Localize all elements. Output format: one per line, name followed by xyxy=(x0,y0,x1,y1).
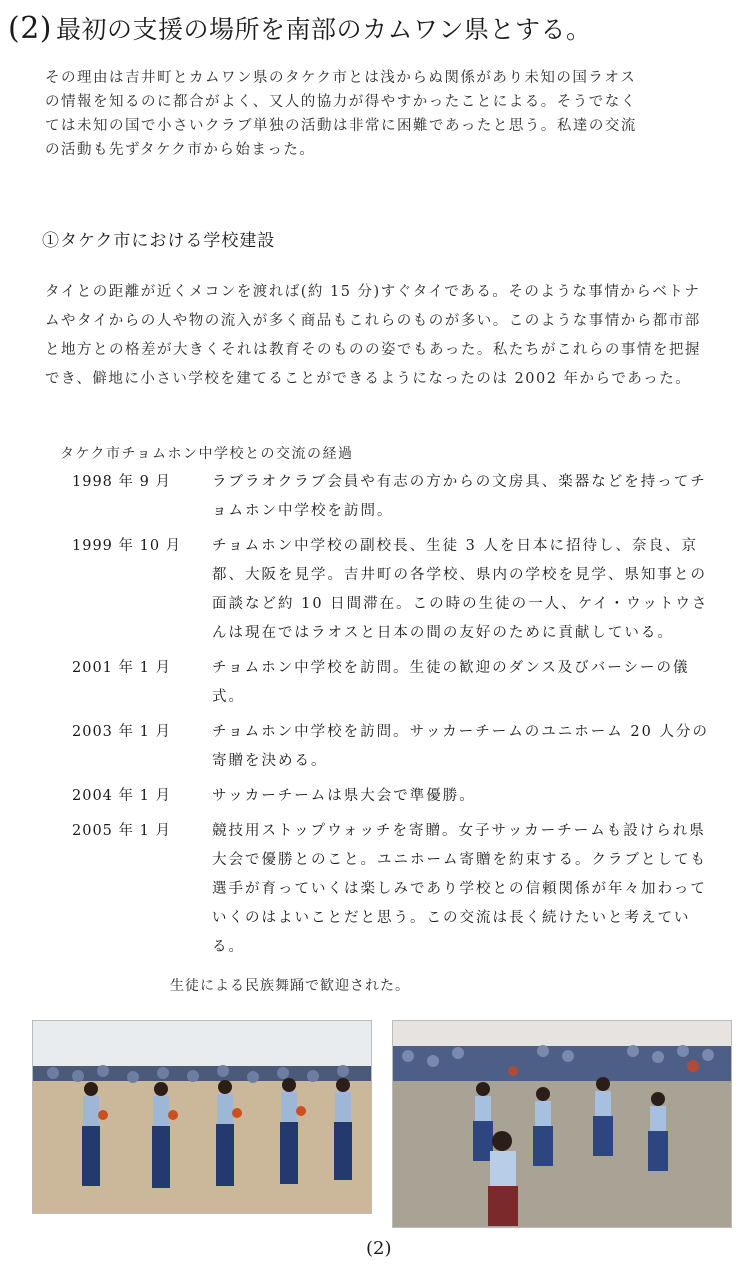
timeline-date: 2004 年 1 月 xyxy=(72,788,171,804)
timeline-list xyxy=(72,468,732,968)
timeline-text: サッカーチームは県大会で準優勝。 xyxy=(212,788,476,804)
timeline-entry xyxy=(72,654,732,712)
subheading: ①タケク市における学校建設 xyxy=(42,231,276,251)
timeline-text: チョムホン中学校を訪問。サッカーチームのユニホーム 20 人分の寄贈を決める。 xyxy=(212,724,709,769)
timeline-entry xyxy=(72,532,732,648)
page-heading xyxy=(8,10,592,46)
body-paragraph: タイとの距離が近くメコンを渡れば(約 15 分)すぐタイである。そのような事情からベトナムやタイからの人や物の流入が多く商品もこれらのものが多い。このような事情から都市部と地方との格差が大きくそれは教育そのものの姿でもあった。私たちがこれらの事情を把握でき、僻地に小さい学校を建てることができるようになったのは 2002 年からであった。 xyxy=(45,284,701,387)
timeline-date: 1998 年 9 月 xyxy=(72,474,171,490)
timeline-text: 競技用ストップウォッチを寄贈。女子サッカーチームも設けられ県大会で優勝とのこと。ユニホーム寄贈を約束する。クラブとしても選手が育っていくは楽しみであり学校との信頼関係が年々加わっていくのはよいことだと思う。この交流は長く続けたいと考えている。 xyxy=(212,823,707,955)
timeline-date: 2003 年 1 月 xyxy=(72,724,171,740)
timeline-entry xyxy=(72,468,732,526)
timeline-date: 1999 年 10 月 xyxy=(72,538,182,554)
timeline-text: チョムホン中学校の副校長、生徒 3 人を日本に招待し、奈良、京都、大阪を見学。吉井町の各学校、県内の学校を見学、県知事との面談など約 10 日間滞在。この時の生徒の一人、ケイ・ウットウさんは現在ではラオスと日本の間の友好のために貢献している。 xyxy=(212,538,709,641)
photo-caption: 生徒による民族舞踊で歓迎された。 xyxy=(170,978,410,994)
heading-number: (2) xyxy=(8,11,52,46)
timeline-title: タケク市チョムホン中学校との交流の経過 xyxy=(60,446,354,462)
timeline-date: 2001 年 1 月 xyxy=(72,660,171,676)
dance-photo-left xyxy=(32,1020,372,1214)
timeline-entry xyxy=(72,718,732,776)
timeline-date: 2005 年 1 月 xyxy=(72,823,171,839)
heading-text: 最初の支援の場所を南部のカムワン県とする。 xyxy=(56,15,592,44)
timeline-entry xyxy=(72,782,732,811)
page-number: (2) xyxy=(366,1238,392,1259)
timeline-text: チョムホン中学校を訪問。生徒の歓迎のダンス及びバーシーの儀式。 xyxy=(212,660,690,705)
timeline-text: ラブラオクラブ会員や有志の方からの文房具、楽器などを持ってチョムホン中学校を訪問。 xyxy=(212,474,707,519)
dance-photo-right xyxy=(392,1020,732,1228)
intro-paragraph: その理由は吉井町とカムワン県のタケク市とは浅からぬ関係があり未知の国ラオスの情報を知るのに都合がよく、又人的協力が得やすかったことによる。そうでなくては未知の国で小さいクラブ単独の活動は非常に困難であったと思う。私達の交流の活動も先ずタケク市から始まった。 xyxy=(45,70,637,158)
timeline-entry xyxy=(72,817,732,962)
